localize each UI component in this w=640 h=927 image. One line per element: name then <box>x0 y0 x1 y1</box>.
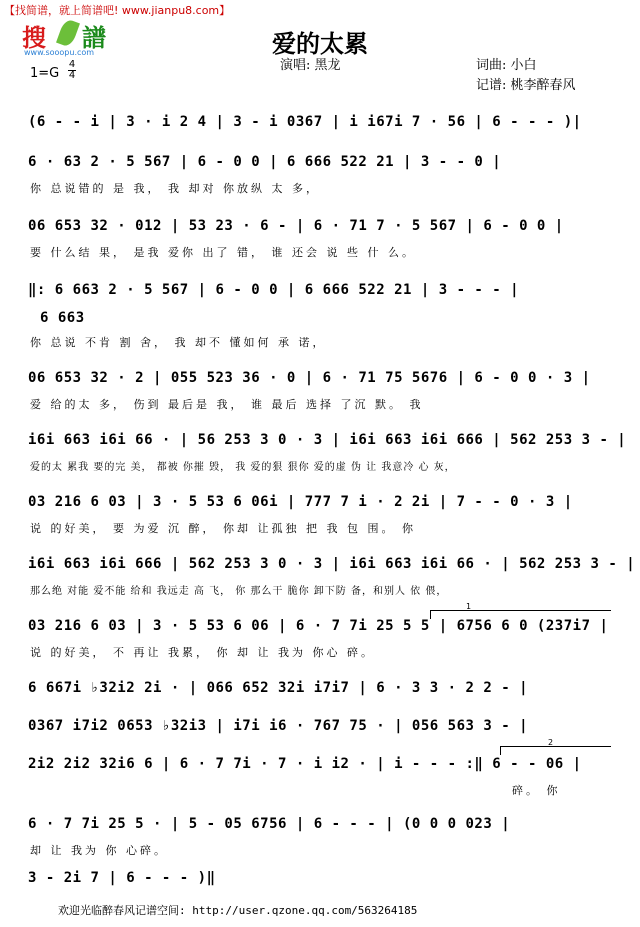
score-line-9: 03 216 6 03 | 3 · 5 53 6 06 | 6 · 7 7i 25 5 5 | 6756 6 0 (237i7 | <box>28 618 609 634</box>
score-line-2: 6 · 63 2 · 5 567 | 6 - 0 0 | 6 666 522 21 | 3 - - 0 | <box>28 154 502 170</box>
lyric-line-3: 要 什么结 果， 是我 爱你 出了 错， 谁 还会 说 些 什 么。 <box>30 246 416 259</box>
score-line-4: ‖: 6 663 2 · 5 567 | 6 - 0 0 | 6 666 522 21 | 3 - - - | <box>28 282 520 298</box>
score-line-10: 6 667i ♭32i2 2i · | 066 652 32i i7i7 | 6 · 3 3 · 2 2 - | <box>28 680 529 696</box>
score-line-1: (6 - - i | 3 · i 2 4 | 3 - i 0367 | i i67i 7 · 56 | 6 - - - )| <box>28 114 582 130</box>
volta-1-number: 1 <box>466 602 472 611</box>
time-bottom: 4 <box>68 70 76 81</box>
logo-char-1: 搜 <box>22 24 47 52</box>
score-line-3: 06 653 32 · 012 | 53 23 · 6 - | 6 · 71 7 · 5 567 | 6 - 0 0 | <box>28 218 564 234</box>
singer: 演唱: 黑龙 <box>280 58 341 73</box>
transcriber: 记谱: 桃李醉春风 <box>476 78 576 93</box>
lyric-line-8: 那么绝 对能 爱不能 给和 我远走 高 飞， 你 那么干 脆你 卸下防 备，和别人 依 偎， <box>30 586 448 597</box>
score-line-11: 0367 i7i2 0653 ♭32i3 | i7i i6 · 767 75 · | 056 563 3 - | <box>28 718 529 734</box>
lyric-line-5: 爱 给的太 多， 伤到 最后是 我， 谁 最后 选择 了沉 默。 我 <box>30 398 424 411</box>
lyric-line-7: 说 的好美， 要 为爱 沉 醉， 你却 让孤独 把 我 包 围。 你 <box>30 522 416 535</box>
footer-link[interactable]: 欢迎光临醉春风记谱空间: http://user.qzone.qq.com/563264185 <box>58 904 418 917</box>
lyric-line-2: 你 总说错的 是 我， 我 却对 你放纵 太 多， <box>30 182 320 195</box>
volta-2-number: 2 <box>548 738 554 747</box>
score-line-4b: 6 663 <box>40 310 85 326</box>
score-line-14: 3 - 2i 7 | 6 - - - )‖ <box>28 870 216 886</box>
time-top: 4 <box>68 59 76 70</box>
score-line-12: 2i2 2i2 32i6 6 | 6 · 7 7i · 7 · i i2 · | i - - - :‖ 6 - - 06 | <box>28 756 582 772</box>
song-title: 爱的太累 <box>272 29 368 58</box>
lyric-line-12: 碎。 你 <box>512 784 561 797</box>
top-link[interactable]: 【找简谱，就上简谱吧! www.jianpu8.com】 <box>4 4 231 17</box>
time-signature <box>68 60 76 81</box>
lyric-line-9: 说 的好美， 不 再让 我累， 你 却 让 我为 你心 碎。 <box>30 646 375 659</box>
lyric-line-6: 爱的太 累我 要的完 美， 都被 你摧 毁， 我 爱的狠 狠你 爱的虚 伪 让 我意冷 心 灰， <box>30 462 456 473</box>
logo-url: www.sooopu.com <box>24 48 95 57</box>
key-signature: 1=G <box>30 66 60 81</box>
lyric-line-13: 却 让 我为 你 心碎。 <box>30 844 168 857</box>
lyric-line-4: 你 总说 不肯 割 舍， 我 却不 懂如何 承 诺， <box>30 336 327 349</box>
score-line-6: i6i 663 i6i 66 · | 56 253 3 0 · 3 | i6i 663 i6i 666 | 562 253 3 - | <box>28 432 627 448</box>
score-line-13: 6 · 7 7i 25 5 · | 5 - 05 6756 | 6 - - - | (0 0 0 023 | <box>28 816 511 832</box>
score-line-7: 03 216 6 03 | 3 · 5 53 6 06i | 777 7 i · 2 2i | 7 - - 0 · 3 | <box>28 494 573 510</box>
lyricist: 词曲: 小白 <box>476 58 537 73</box>
volta-2-bracket <box>500 746 611 755</box>
logo-char-2: 譜 <box>82 24 106 52</box>
score-line-8: i6i 663 i6i 666 | 562 253 3 0 · 3 | i6i 663 i6i 66 · | 562 253 3 - | <box>28 556 636 572</box>
score-line-5: 06 653 32 · 2 | 055 523 36 · 0 | 6 · 71 75 5676 | 6 - 0 0 · 3 | <box>28 370 591 386</box>
